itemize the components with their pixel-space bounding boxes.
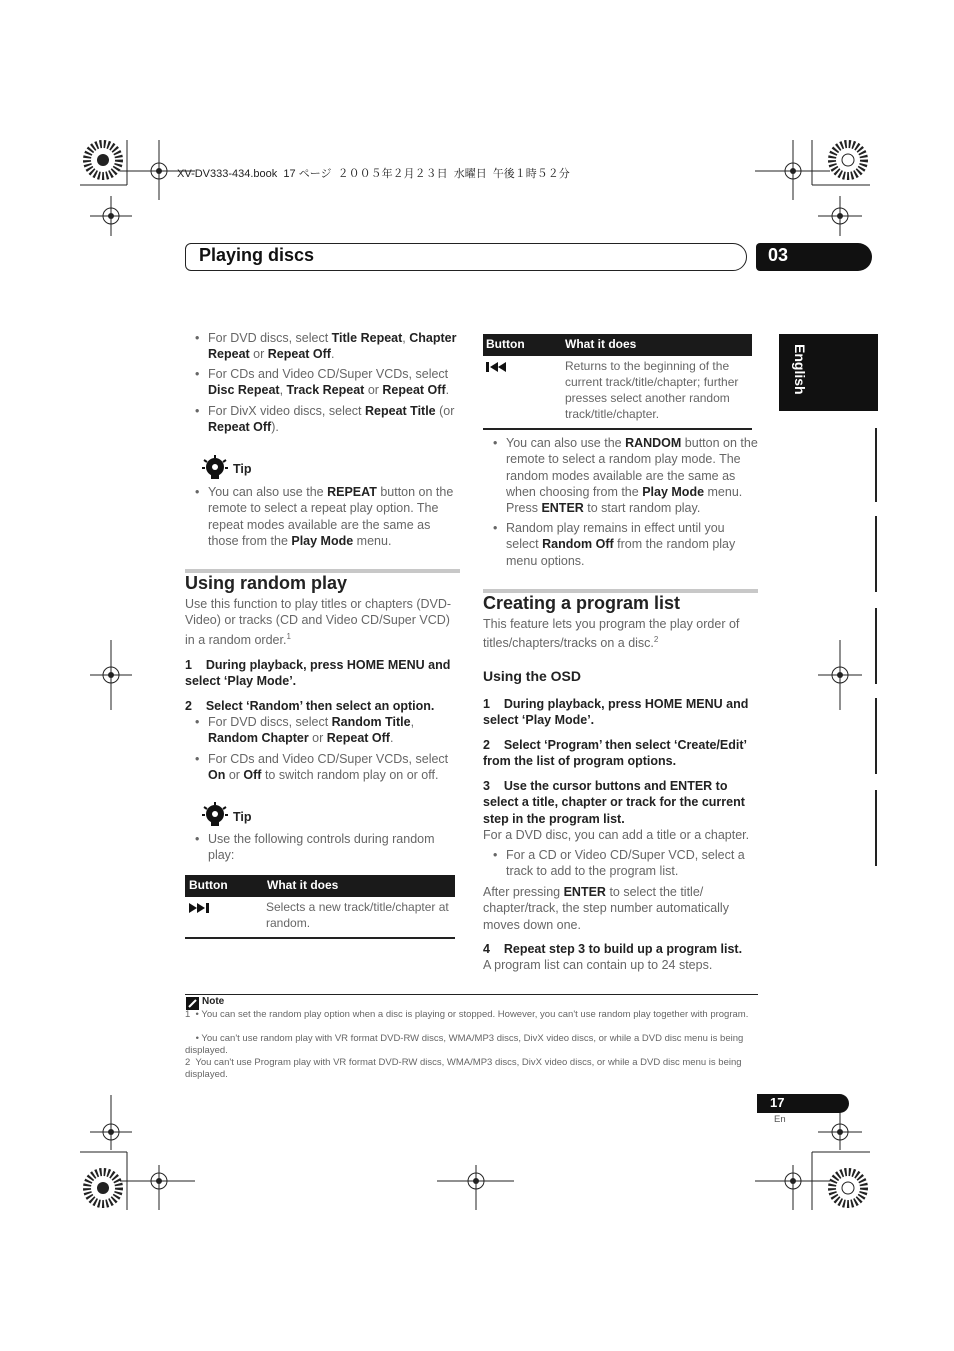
bold-term: ENTER	[563, 885, 606, 899]
program-step-3-dvd: For a DVD disc, you can add a title or a chapter.	[483, 828, 750, 842]
footnote-ref-1: 1	[286, 631, 291, 641]
bold-term: On	[208, 768, 226, 783]
bold-term: Random Chapter	[208, 731, 309, 746]
text-run: Random play remains in effect until you select	[506, 521, 725, 552]
random-off-note	[506, 520, 758, 569]
program-step-4-text: A program list can contain up to 24 steps.	[483, 958, 713, 972]
column-header-what-it-does: What it does	[267, 878, 339, 892]
program-list-intro-text: This feature lets you program the play order of titles/chapters/tracks on a disc.	[483, 617, 740, 651]
repeat-option-cd	[208, 366, 460, 399]
tip-label: Tip	[233, 810, 252, 824]
tip-repeat-button	[208, 484, 460, 549]
subhead-using-osd: Using the OSD	[483, 668, 582, 684]
page-language: En	[774, 1114, 786, 1125]
tip-icon	[202, 802, 228, 828]
bold-term: Play Mode	[642, 484, 705, 499]
program-step-3: 3 Use the cursor buttons and ENTER to select a title, chapter or track for the current step in the program list.	[483, 779, 749, 826]
tip-icon	[202, 455, 228, 481]
footnote-2: 2 You can't use Program play with VR format DVD-RW discs, WMA/MP3 discs, DivX video discs, or while a DVD disc menu is being displayed.	[185, 1057, 745, 1080]
table-bottom-rule	[185, 937, 455, 939]
text-run: ,	[410, 715, 415, 729]
text-run: .	[330, 347, 335, 362]
text-run: or	[364, 383, 383, 398]
bold-term: Disc Repeat	[208, 383, 280, 398]
text-run: from the random play menu options.	[506, 537, 736, 568]
next-track-icon	[189, 902, 213, 914]
repeat-option-divx	[208, 403, 460, 436]
language-side-tab-label: English	[792, 344, 808, 395]
bold-term: Repeat Off	[326, 731, 390, 746]
print-header: XV-DV333-434.book 17 ページ ２００５年２月２３日 水曜日 午後１時５２分	[177, 168, 570, 180]
section-title-program-list: Creating a program list	[483, 593, 681, 613]
bold-term: Track Repeat	[286, 383, 365, 398]
text-run: or	[249, 347, 268, 362]
text-run: button on the remote to select a random play mode. The random modes available are the same as when choosing from the	[506, 436, 758, 499]
tip-random-controls: • Use the following controls during random play:	[208, 831, 460, 864]
text-run: to start random play.	[583, 501, 701, 516]
bold-term: Random Title	[331, 715, 411, 729]
random-play-intro-text: Use this function to play titles or chapters (DVD-Video) or tracks (CD and Video CD/Super VCD) in a random order.	[185, 597, 452, 647]
bold-term: Repeat Off	[382, 383, 446, 398]
notes-rule	[185, 994, 758, 995]
next-track-description: Selects a new track/title/chapter at random.	[266, 900, 449, 930]
text-run: .	[389, 731, 394, 746]
bold-term: ENTER	[541, 501, 584, 516]
random-step-1: 1 During playback, press HOME MENU and select ‘Play Mode’.	[185, 658, 454, 689]
footnote-1b: • You can't use random play with VR format DVD-RW discs, WMA/MP3 discs, DivX video discs, or while a DVD disc menu is being displayed.	[185, 1033, 746, 1056]
random-step-2: 2 Select ‘Random’ then select an option.	[185, 699, 435, 713]
text-run: For DVD discs, select	[208, 331, 332, 345]
controls-table-header	[185, 875, 455, 897]
text-run: to select the title/ chapter/track, the step number automatically moves down one.	[483, 885, 729, 932]
bold-term: Repeat Title	[365, 404, 436, 418]
text-run: (or	[435, 404, 455, 418]
bold-term: REPEAT	[327, 485, 377, 499]
bold-term: Chapter Repeat	[208, 331, 457, 362]
tip-label: Tip	[233, 462, 252, 476]
bold-term: Repeat Off	[267, 347, 331, 362]
page-number: 17	[770, 1095, 785, 1110]
footnote-1a: 1 • You can set the random play option when a disc is playing or stopped. However, you can't use random play together with program.	[185, 1009, 749, 1020]
text-run: You can also use the	[506, 436, 626, 450]
column-header-button: Button	[189, 878, 228, 892]
bold-term: Play Mode	[291, 533, 354, 548]
bold-term: Title Repeat	[331, 331, 403, 345]
program-list-intro	[483, 616, 758, 652]
program-step-3-cd: • For a CD or Video CD/Super VCD, select a track to add to the program list.	[506, 847, 758, 880]
notes-label: Note	[202, 996, 225, 1007]
bold-term: Repeat Off	[208, 420, 272, 435]
column-header-button: Button	[486, 337, 525, 351]
page-title: Playing discs	[199, 245, 315, 265]
random-button-note	[506, 435, 758, 516]
text-run: For CDs and Video CD/Super VCDs, select	[208, 752, 449, 766]
text-run: ).	[271, 420, 279, 435]
text-run: or	[308, 731, 327, 746]
controls-table-header	[483, 334, 752, 356]
bold-term: Random Off	[542, 537, 614, 552]
random-option-dvd	[208, 714, 460, 747]
text-run: ,	[279, 383, 287, 398]
bold-term: Off	[243, 768, 262, 783]
repeat-option-dvd	[208, 330, 460, 363]
program-step-1: 1 During playback, press HOME MENU and select ‘Play Mode’.	[483, 697, 752, 728]
bold-term: RANDOM	[625, 436, 682, 450]
text-run: You can also use the	[208, 485, 328, 499]
random-option-cd	[208, 751, 460, 784]
text-run: menu. Press	[506, 484, 743, 516]
text-run: After pressing	[483, 885, 564, 899]
text-run: or	[225, 768, 244, 783]
text-run: For CDs and Video CD/Super VCDs, select	[208, 367, 449, 381]
previous-track-description: Returns to the beginning of the current track/title/chapter; further presses select another random track/title/chapter.	[565, 359, 739, 421]
after-pressing-enter	[483, 884, 758, 933]
text-run: to switch random play on or off.	[261, 768, 439, 783]
footnote-ref-2: 2	[653, 635, 659, 645]
text-run: button on the remote to select a repeat play option. The repeat modes available are the same as those from the	[208, 485, 454, 548]
text-run: ,	[402, 331, 410, 345]
text-run: .	[445, 383, 450, 398]
text-run: menu.	[353, 533, 392, 548]
previous-track-icon	[486, 361, 510, 373]
chapter-number: 03	[768, 245, 789, 265]
random-play-intro	[185, 596, 460, 648]
program-step-2: 2 Select ‘Program’ then select ‘Create/Edit’ from the list of program options.	[483, 738, 750, 769]
text-run: For DivX video discs, select	[208, 404, 365, 418]
program-step-4: 4 Repeat step 3 to build up a program list.	[483, 942, 743, 956]
column-header-what-it-does: What it does	[565, 337, 637, 351]
section-title-random-play: Using random play	[185, 573, 348, 593]
table-bottom-rule	[483, 428, 752, 430]
text-run: For DVD discs, select	[208, 715, 332, 729]
